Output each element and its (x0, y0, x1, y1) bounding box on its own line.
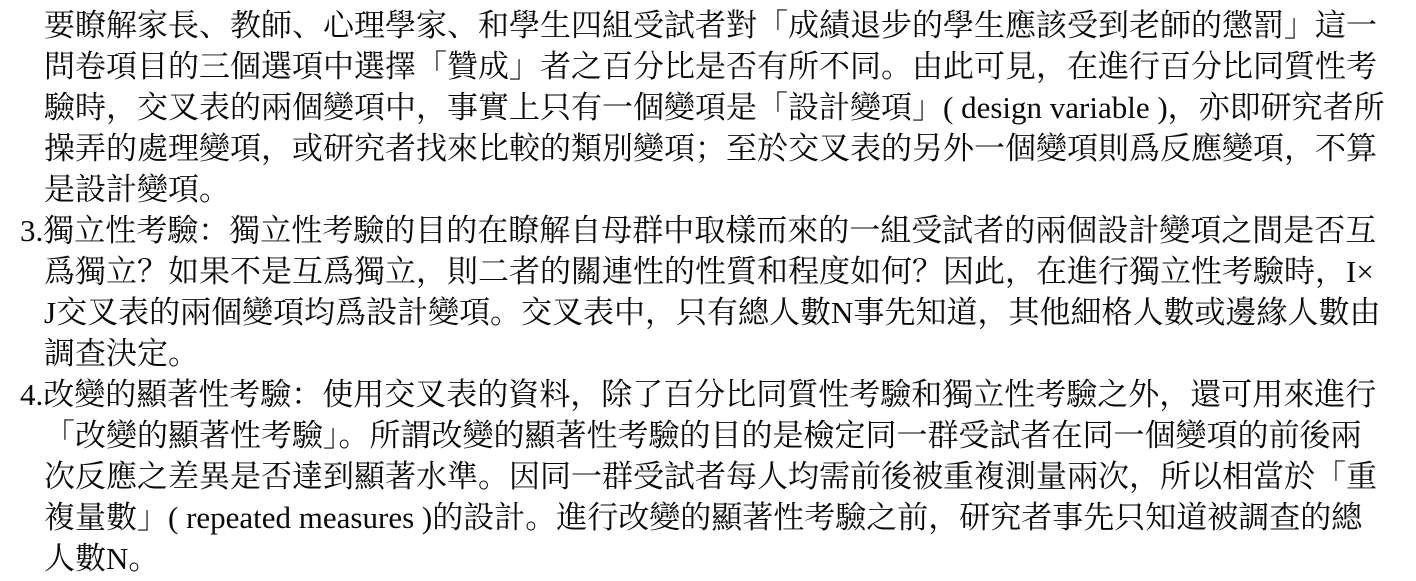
text-line: 次反應之差異是否達到顯著水準。因同一群受試者每人均需前後被重複測量兩次，所以相當於「重 (44, 459, 1377, 494)
text-line: 問卷項目的三個選項中選擇「贊成」者之百分比是否有所不同。由此可見，在進行百分比同質性考 (44, 49, 1377, 84)
text-line: 爲獨立？如果不是互爲獨立，則二者的關連性的性質和程度如何？因此，在進行獨立性考驗時，I× (44, 254, 1374, 289)
text-line: J交叉表的兩個變項均爲設計變項。交叉表中，只有總人數N事先知道，其他細格人數或邊緣人數由 (44, 295, 1381, 330)
text-line: 人數N。 (44, 541, 160, 576)
list-item-4-line: 4.改變的顯著性考驗：使用交叉表的資料，除了百分比同質性考驗和獨立性考驗之外，還可用來進行 (20, 377, 1377, 412)
text-line: 驗時，交叉表的兩個變項中，事實上只有一個變項是「設計變項」( design variable )，亦即研究者所 (44, 90, 1385, 125)
text-line: 調查決定。 (44, 336, 199, 371)
text-line: 複量數」( repeated measures )的設計。進行改變的顯著性考驗之前，研究者事先只知道被調查的總 (44, 500, 1363, 535)
text-line: 操弄的處理變項，或研究者找來比較的類別變項；至於交叉表的另外一個變項則爲反應變項，不算 (44, 131, 1377, 166)
list-item-3-line: 3.獨立性考驗：獨立性考驗的目的在瞭解自母群中取樣而來的一組受試者的兩個設計變項之間是否互 (20, 213, 1377, 248)
text-line: 是設計變項。 (44, 172, 230, 207)
text-line: 「改變的顯著性考驗」。所謂改變的顯著性考驗的目的是檢定同一群受試者在同一個變項的前後兩 (44, 418, 1362, 453)
text-line: 要瞭解家長、教師、心理學家、和學生四組受試者對「成績退步的學生應該受到老師的懲罰」這一 (44, 8, 1377, 43)
